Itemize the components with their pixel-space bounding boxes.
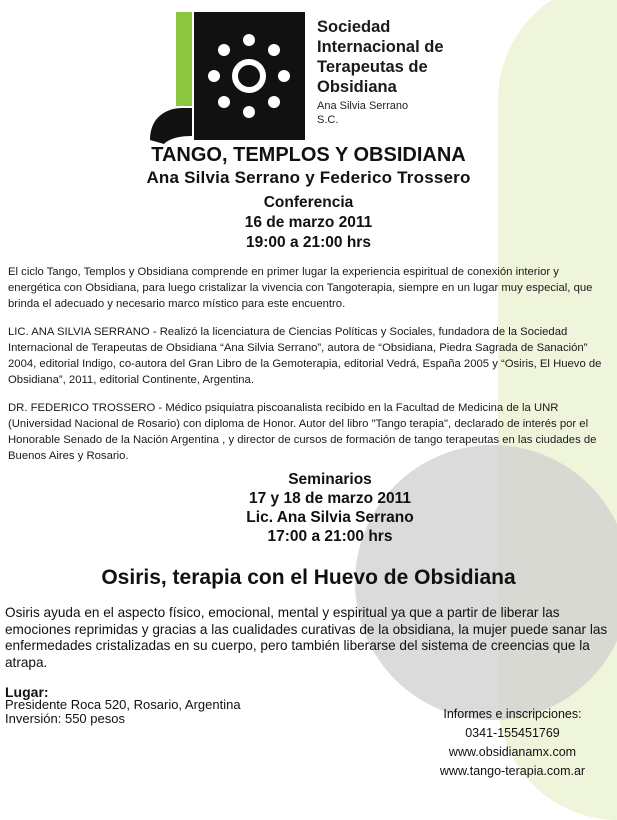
- venue-price: Inversión: 550 pesos: [5, 711, 125, 726]
- seminars-instructor: Lic. Ana Silvia Serrano: [246, 509, 414, 526]
- intro-paragraph: El ciclo Tango, Templos y Obsidiana comprende en primer lugar la experiencia espiritual de conexión interior y energética con Obsidiana, para luego cristalizar la vivencia con Tangoterapia, siempre en un lugar muy especial, que brinda el adecuado y necesario marco místico para este encuentro.: [8, 266, 593, 310]
- contact-heading: Informes e inscripciones:: [443, 707, 582, 721]
- seminars-dates: 17 y 18 de marzo 2011: [248, 490, 411, 507]
- event-title: TANGO, TEMPLOS Y OBSIDIANA: [151, 144, 466, 166]
- event-details: [0, 193, 617, 253]
- contact-phone: 0341-155451769: [465, 726, 560, 740]
- venue-info: [5, 698, 241, 726]
- seminars-block: [230, 470, 430, 546]
- contact-site-obsidianamx[interactable]: www.obsidianamx.com: [448, 745, 577, 759]
- bio-ana-paragraph: LIC. ANA SILVIA SERRANO - Realizó la licenciatura de Ciencias Políticas y Sociales, fundadora de la Sociedad Internacional de Terapeutas de Obsidiana “Ana Silvia Serrano”, autora de “Obsidiana, Piedra Sagrada de Sanación” 2004, editorial Indigo, co-autora del Gran Libro de la Gemoterapia, editorial Vedrá, España 2005 y “Osiris, El Huevo de Obsidiana”, 2011, editorial Continente, Argentina.: [8, 326, 602, 386]
- bio-federico-paragraph: DR. FEDERICO TROSSERO - Médico psiquiatra piscoanalista recibido en la Facultad de Medicina de la UNR (Universidad Nacional de Rosario) con diploma de Honor. Autor del libro "Tango terapia", declarado de interés por el Honorable Senado de la Nación Argentina , y director de cursos de formación de tango terapeutas en las ciudades de Buenos Aires y Rosario.: [8, 402, 597, 462]
- contact-site-tango-terapia[interactable]: www.tango-terapia.com.ar: [439, 764, 586, 778]
- event-date: 16 de marzo 2011: [244, 214, 373, 231]
- org-name: Sociedad Internacional de Terapeutas de Obsidiana: [317, 18, 444, 96]
- obsidiana-logo: [150, 12, 310, 144]
- event-authors: Ana Silvia Serrano y Federico Trossero: [146, 168, 471, 187]
- event-type: Conferencia: [263, 194, 354, 211]
- seminars-time: 17:00 a 21:00 hrs: [267, 528, 393, 545]
- venue-label: Lugar:: [5, 684, 49, 700]
- org-subtitle: Ana Silvia Serrano S.C.: [317, 100, 409, 126]
- contact-block: [415, 705, 610, 781]
- seminars-label: Seminarios: [288, 471, 372, 488]
- therapy-title: Osiris, terapia con el Huevo de Obsidiana: [101, 566, 516, 589]
- therapy-description: Osiris ayuda en el aspecto físico, emocional, mental y espiritual ya que a partir de liberar las emociones reprimidas y gracias a las cualidades curativas de la obsidiana, la mujer puede sanar las enfermedades cristalizadas en su cuerpo, pero también liberarse del sistema de creencias que la atrapa.: [5, 605, 608, 670]
- venue-address: Presidente Roca 520, Rosario, Argentina: [5, 697, 241, 712]
- event-time: 19:00 a 21:00 hrs: [246, 234, 371, 251]
